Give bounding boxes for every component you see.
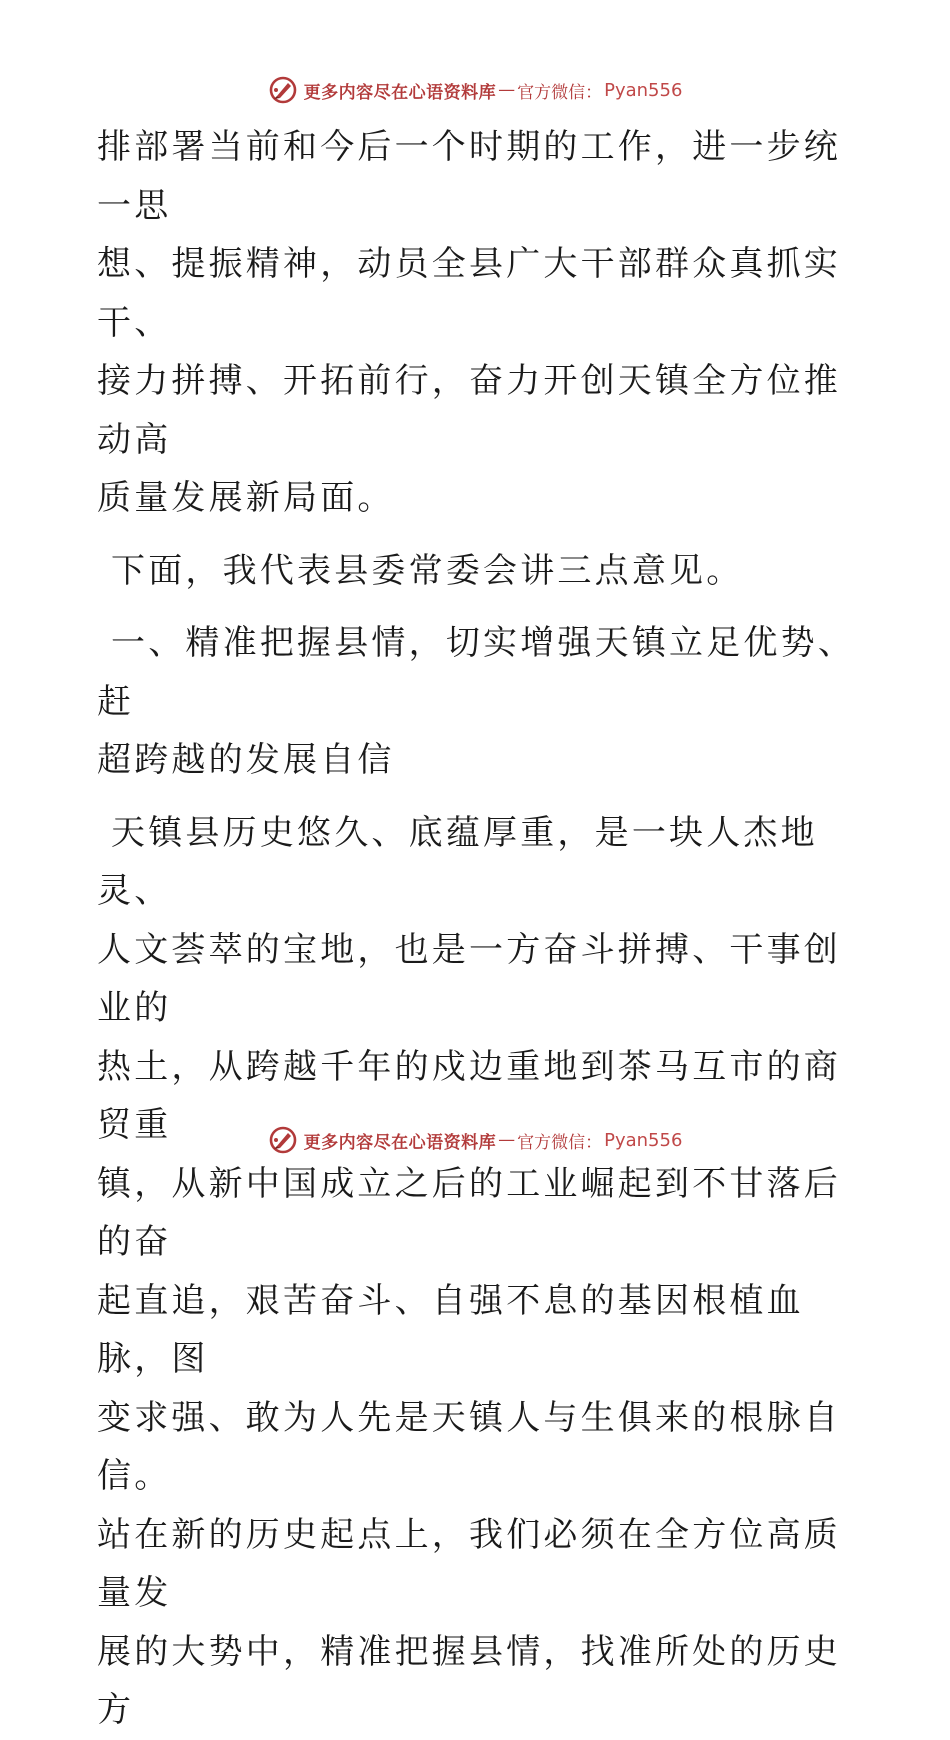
paragraph-3 xyxy=(97,804,857,1740)
document-body xyxy=(97,118,857,1740)
text-line: 接力拼搏、开拓前行，奋力开创天镇全方位推动高 xyxy=(97,361,841,460)
watermark-label: 官方微信： xyxy=(517,82,603,103)
text-line: 展的大势中，精准把握县情，找准所处的历史方 xyxy=(97,1631,841,1730)
pen-circle-logo-icon xyxy=(268,75,298,105)
watermark-main-text: 更多内容尽在心语资料库 xyxy=(303,1132,497,1153)
text-line: 下面，我代表县委常委会讲三点意见。 xyxy=(97,550,744,591)
watermark-separator: — xyxy=(498,80,516,100)
paragraph-2 xyxy=(97,542,857,601)
watermark-wechat-id: Pyan556 xyxy=(604,79,683,101)
text-line: 超跨越的发展自信 xyxy=(97,740,395,780)
text-line: 质量发展新局面。 xyxy=(97,478,395,518)
header-watermark xyxy=(0,72,950,108)
section-heading-1 xyxy=(97,614,857,790)
watermark-label: 官方微信： xyxy=(517,1132,603,1153)
text-line: 起直追，艰苦奋斗、自强不息的基因根植血脉，图 xyxy=(97,1280,804,1379)
text-line: 想、提振精神，动员全县广大干部群众真抓实干、 xyxy=(97,244,841,343)
text-line: 排部署当前和今后一个时期的工作，进一步统一思 xyxy=(97,127,841,226)
watermark-wechat-id: Pyan556 xyxy=(604,1129,683,1151)
text-line: 天镇县历史悠久、底蕴厚重，是一块人杰地灵、 xyxy=(97,812,818,911)
watermark-main-text: 更多内容尽在心语资料库 xyxy=(303,82,497,103)
footer-watermark xyxy=(0,1122,950,1158)
text-line: 站在新的历史起点上，我们必须在全方位高质量发 xyxy=(97,1514,841,1613)
paragraph-1 xyxy=(97,118,857,528)
text-line: 一、精准把握县情，切实增强天镇立足优势、赶 xyxy=(97,623,856,722)
text-line: 镇，从新中国成立之后的工业崛起到不甘落后的奋 xyxy=(97,1163,841,1262)
text-line: 人文荟萃的宝地，也是一方奋斗拼搏、干事创业的 xyxy=(97,929,841,1028)
text-line: 变求强、敢为人先是天镇人与生俱来的根脉自信。 xyxy=(97,1397,841,1496)
pen-circle-logo-icon xyxy=(268,1125,298,1155)
watermark-separator: — xyxy=(498,1130,516,1150)
text-line: 热土，从跨越千年的戍边重地到茶马互市的商贸重 xyxy=(97,1046,841,1145)
